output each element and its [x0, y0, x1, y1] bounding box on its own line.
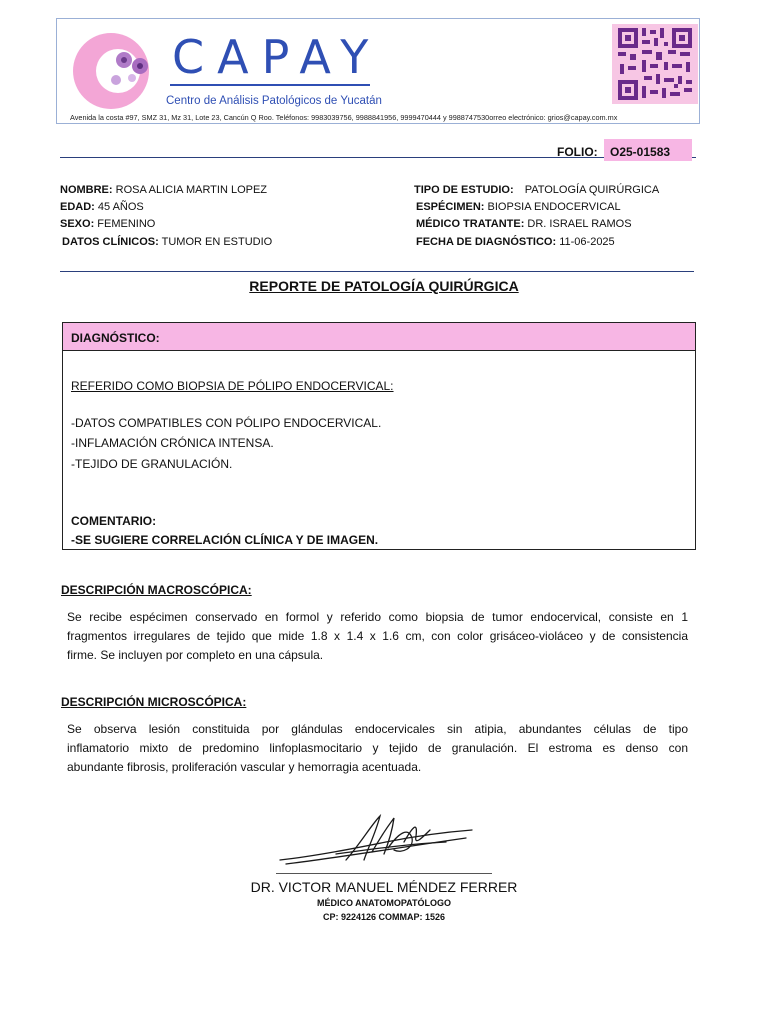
macro-line: firme. Se incluyen por completo en una cápsula. [67, 648, 324, 662]
patient-sex-row [60, 218, 155, 230]
micro-description [67, 720, 688, 777]
diagnosis-item: -DATOS COMPATIBLES CON PÓLIPO ENDOCERVICAL. [71, 416, 382, 430]
nombre-value: ROSA ALICIA MARTIN LOPEZ [115, 184, 268, 196]
medico-value: DR. ISRAEL RAMOS [527, 218, 632, 230]
brand-subtitle: Centro de Análisis Patológicos de Yucatán [166, 95, 382, 107]
handwritten-signature-icon [276, 808, 496, 878]
macro-title: DESCRIPCIÓN MACROSCÓPICA: [61, 583, 252, 597]
capay-logo-icon [68, 28, 154, 114]
diagnosis-header [62, 322, 696, 351]
datos-value: TUMOR EN ESTUDIO [161, 236, 273, 248]
specimen-row [416, 201, 621, 213]
folio-label: FOLIO: [557, 145, 598, 159]
datos-label: DATOS CLÍNICOS: [62, 236, 159, 248]
folio-value: O25-01583 [604, 139, 692, 161]
especimen-label: ESPÉCIMEN: [416, 201, 485, 213]
macro-line: Se recibe espécimen conservado en formol y referido como biopsia de tumor endocervical, consiste en 1 [67, 610, 688, 624]
report-title: REPORTE DE PATOLOGÍA QUIRÚRGICA [249, 278, 519, 294]
diagnosis-item: -TEJIDO DE GRANULACIÓN. [71, 457, 233, 471]
diagnosis-referido: REFERIDO COMO BIOPSIA DE PÓLIPO ENDOCERVICAL: [71, 379, 394, 393]
diagnosis-heading: DIAGNÓSTICO: [71, 331, 160, 345]
brand-underline [170, 84, 370, 86]
folio-divider [60, 157, 696, 158]
medico-label: MÉDICO TRATANTE: [416, 218, 525, 230]
tipo-value: PATOLOGÍA QUIRÚRGICA [524, 184, 660, 196]
diagnosis-item: -INFLAMACIÓN CRÓNICA INTENSA. [71, 436, 274, 450]
sexo-value: FEMENINO [97, 218, 156, 230]
patient-name-row [60, 184, 267, 196]
comment-text: -SE SUGIERE CORRELACIÓN CLÍNICA Y DE IMAGEN. [71, 533, 379, 547]
header-address: Avenida la costa #97, SMZ 31, Mz 31, Lote 23, Cancún Q Roo. Teléfonos: 9983039756, 9988841956, 9999470444 y 9988747530orreo electrónico: grios@capay.com.mx [70, 113, 618, 122]
fecha-value: 11-06-2025 [559, 236, 615, 248]
brand-name: CAPAY [172, 30, 382, 84]
macro-line: fragmentos irregulares de tejido que mide 1.8 x 1.4 x 1.6 cm, con color grisáceo-violáceo y de consistencia [67, 629, 688, 643]
edad-value: 45 AÑOS [97, 201, 144, 213]
info-divider [60, 271, 694, 272]
edad-label: EDAD: [60, 201, 95, 213]
doctor-title: MÉDICO ANATOMOPATÓLOGO [317, 898, 451, 908]
patient-age-row [60, 201, 144, 213]
micro-line: inflamatorio mixto de predomino linfoplasmocitario y tejido de granulación. El estroma es denso con [67, 741, 688, 755]
especimen-value: BIOPSIA ENDOCERVICAL [487, 201, 621, 213]
micro-title: DESCRIPCIÓN MICROSCÓPICA: [61, 695, 247, 709]
signature-line [276, 873, 492, 874]
nombre-label: NOMBRE: [60, 184, 113, 196]
macro-description [67, 608, 688, 665]
doctor-name: DR. VICTOR MANUEL MÉNDEZ FERRER [250, 879, 518, 895]
doctor-credentials: CP: 9224126 COMMAP: 1526 [322, 912, 446, 922]
tipo-label: TIPO DE ESTUDIO: [414, 184, 514, 196]
study-type-row [414, 184, 659, 196]
clinical-data-row [62, 236, 272, 248]
fecha-label: FECHA DE DIAGNÓSTICO: [416, 236, 557, 248]
qr-code-icon [612, 24, 698, 104]
micro-line: Se observa lesión constituida por glándulas endocervicales sin atipia, abundantes células de tipo [67, 722, 688, 736]
comment-label: COMENTARIO: [71, 514, 157, 528]
micro-line: abundante fibrosis, proliferación vascular y hemorragia acentuada. [67, 760, 422, 774]
diagnosis-date-row [416, 236, 615, 248]
sexo-label: SEXO: [60, 218, 95, 230]
physician-row [416, 218, 632, 230]
